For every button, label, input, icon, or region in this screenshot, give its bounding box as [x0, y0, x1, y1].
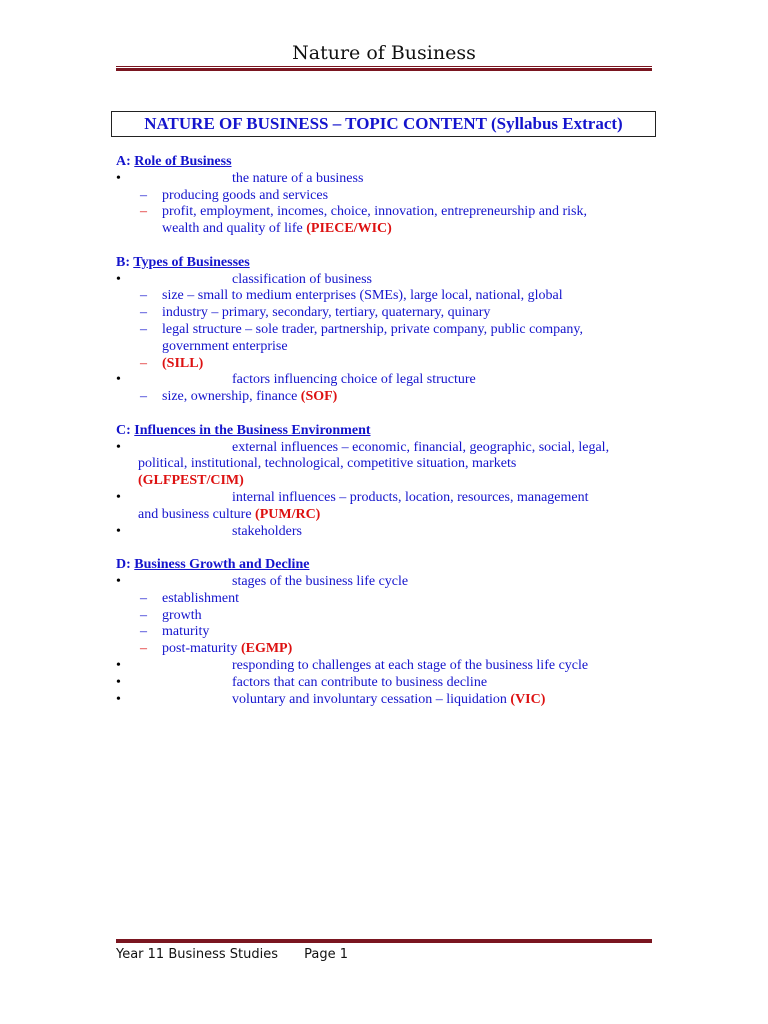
- list-item: [116, 608, 676, 625]
- list-item: [116, 288, 676, 305]
- dash-text: profit, employment, incomes, choice, innovation, entrepreneurship and risk,: [162, 204, 587, 220]
- list-item: [116, 658, 676, 675]
- section-c-letter: C:: [116, 422, 131, 438]
- bullet-icon: •: [116, 691, 121, 707]
- dash-icon: –: [140, 321, 147, 337]
- dash-text: size, ownership, finance: [162, 389, 298, 405]
- bullet-text: external influences – economic, financial, geographic, social, legal,: [232, 439, 610, 455]
- bullet-text: factors influencing choice of legal structure: [232, 372, 476, 388]
- mnemonic-code: (PIECE/WIC): [306, 221, 392, 237]
- footer-rule: [116, 938, 652, 943]
- mnemonic-code: (EGMP): [240, 641, 293, 657]
- bullet-text: the nature of a business: [232, 170, 364, 186]
- dash-icon: –: [140, 624, 147, 640]
- bullet-icon: •: [116, 657, 121, 673]
- list-item: [116, 574, 676, 591]
- list-item: [116, 641, 676, 658]
- list-item: [116, 322, 676, 356]
- dash-text: industry – primary, secondary, tertiary, quaternary, quinary: [162, 305, 491, 321]
- dash-icon: –: [140, 355, 147, 371]
- dash-text: wealth and quality of life: [162, 221, 303, 237]
- section-c-heading: [116, 423, 676, 440]
- footer-course: Year 11 Business Studies: [116, 947, 279, 962]
- list-item: [116, 188, 676, 205]
- dash-text: growth: [162, 607, 202, 623]
- bullet-text: classification of business: [232, 271, 372, 287]
- dash-text: establishment: [162, 590, 239, 606]
- dash-text: post-maturity: [162, 641, 238, 657]
- dash-icon: –: [140, 607, 147, 623]
- dash-text: producing goods and services: [162, 187, 329, 203]
- dash-text: maturity: [162, 624, 210, 640]
- bullet-text: responding to challenges at each stage of the business life cycle: [232, 657, 589, 673]
- page-header: Nature of Business: [292, 42, 476, 64]
- section-a-title: Role of Business: [134, 154, 232, 169]
- bullet-icon: •: [116, 573, 121, 589]
- bullet-icon: •: [116, 271, 121, 287]
- bullet-icon: •: [116, 439, 121, 455]
- list-item: [116, 356, 676, 373]
- section-d-letter: D:: [116, 557, 131, 573]
- dash-text: legal structure – sole trader, partnership, private company, public company,: [162, 321, 583, 337]
- dash-icon: –: [140, 187, 147, 203]
- bullet-icon: •: [116, 489, 121, 505]
- list-item: [116, 204, 676, 238]
- section-b-title: Types of Businesses: [133, 254, 250, 270]
- mnemonic-code: (SOF): [300, 389, 338, 405]
- section-b-letter: B:: [116, 254, 130, 270]
- bullet-icon: •: [116, 674, 121, 690]
- dash-text: size – small to medium enterprises (SMEs), large local, national, global: [162, 288, 563, 304]
- mnemonic-code: (PUM/RC): [255, 506, 321, 522]
- bullet-text: and business culture: [138, 506, 252, 522]
- dash-icon: –: [140, 204, 147, 220]
- bullet-text: stages of the business life cycle: [232, 573, 409, 589]
- list-item: [116, 372, 676, 389]
- dash-text: government enterprise: [162, 338, 288, 354]
- list-item: [116, 524, 676, 541]
- dash-icon: –: [140, 590, 147, 606]
- section-d-title: Business Growth and Decline: [134, 557, 310, 573]
- bullet-text: internal influences – products, location, resources, management: [232, 489, 589, 505]
- bullet-icon: •: [116, 170, 121, 186]
- mnemonic-code: (VIC): [510, 691, 546, 707]
- list-item: [116, 171, 676, 188]
- list-item: [116, 692, 676, 709]
- footer-page-number: Page 1: [304, 947, 349, 962]
- bullet-text: factors that can contribute to business decline: [232, 674, 488, 690]
- dash-icon: –: [140, 305, 147, 321]
- list-item: [116, 675, 676, 692]
- list-item: [116, 490, 676, 524]
- bullet-text: political, institutional, technological, competitive situation, markets: [138, 456, 517, 472]
- bullet-icon: •: [116, 523, 121, 539]
- list-item: [116, 440, 676, 490]
- list-item: [116, 389, 676, 406]
- list-item: [116, 272, 676, 289]
- list-item: [116, 624, 676, 641]
- list-item: [116, 591, 676, 608]
- header-rule: [116, 66, 652, 71]
- bullet-text: stakeholders: [232, 523, 302, 539]
- list-item: [116, 305, 676, 322]
- bullet-text: voluntary and involuntary cessation – liquidation: [232, 691, 507, 707]
- topic-title-box: NATURE OF BUSINESS – TOPIC CONTENT (Syllabus Extract): [111, 111, 656, 137]
- dash-icon: –: [140, 288, 147, 304]
- section-d-heading: [116, 557, 676, 574]
- dash-icon: –: [140, 641, 147, 657]
- section-c-title: Influences in the Business Environment: [134, 422, 371, 438]
- mnemonic-code: (SILL): [162, 355, 204, 371]
- syllabus-content: [116, 154, 676, 708]
- section-a-letter: A:: [116, 154, 131, 169]
- bullet-icon: •: [116, 372, 121, 388]
- mnemonic-code: (GLFPEST/CIM): [138, 473, 244, 489]
- dash-icon: –: [140, 389, 147, 405]
- section-a-heading: [116, 154, 676, 171]
- section-b-heading: [116, 255, 676, 272]
- page-footer: [116, 947, 348, 962]
